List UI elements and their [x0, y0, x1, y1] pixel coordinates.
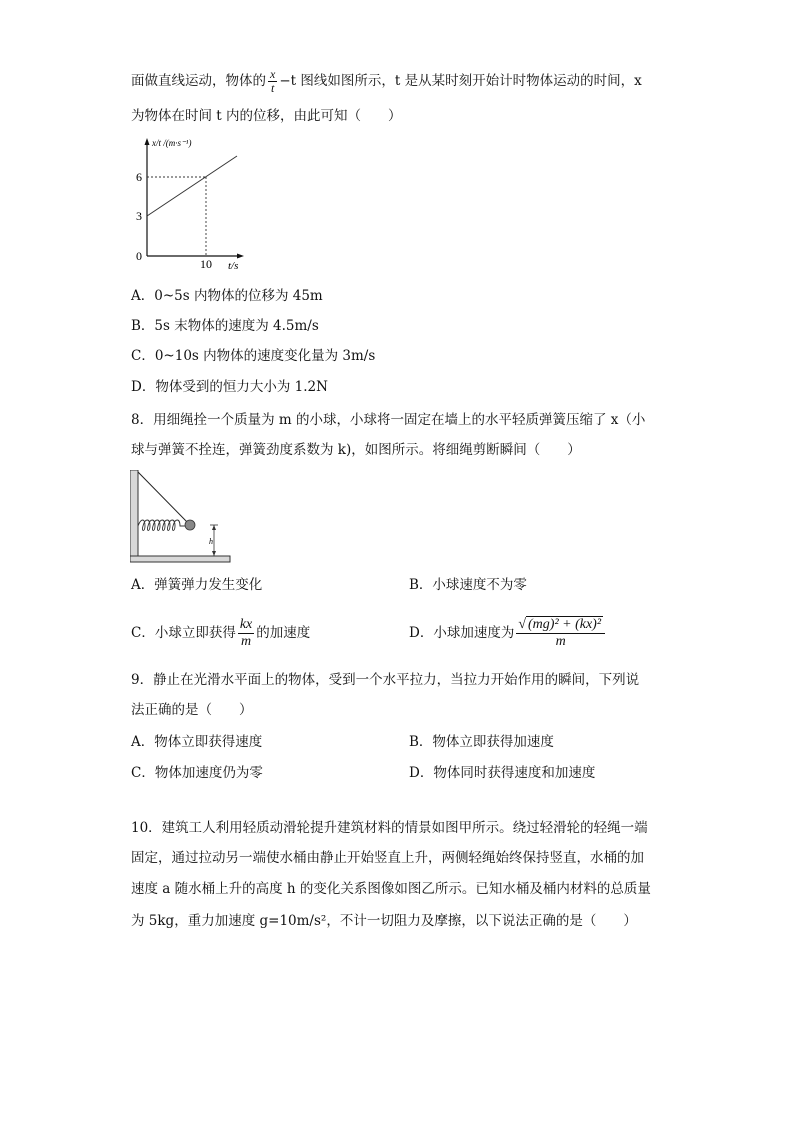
q7-stem-part-a: 面做直线运动，物体的	[131, 73, 266, 89]
q8-option-d-pre: D．小球加速度为	[409, 625, 515, 641]
q9-option-c: C．物体加速度仍为零	[131, 765, 263, 781]
q9-option-b: B．物体立即获得加速度	[409, 734, 554, 750]
x-axis-arrow-icon	[237, 254, 244, 259]
y-axis-label: x/t /(m·s⁻¹)	[152, 138, 192, 148]
q7-option-c: C．0~10s 内物体的速度变化量为 3m/s	[131, 348, 376, 364]
h-arrow-up-icon	[212, 525, 216, 530]
sqrt-fraction	[516, 617, 605, 650]
q7-stem-line1	[131, 68, 642, 95]
frac-denominator: m	[241, 634, 252, 649]
q8-figure	[130, 470, 240, 565]
q7-stem-line2: 为物体在时间 t 内的位移，由此可知（ ）	[131, 108, 402, 124]
q8-option-c-post: 的加速度	[256, 625, 311, 641]
x-tick-10: 10	[200, 257, 212, 271]
string	[138, 472, 189, 524]
q8-stem-line1: 8．用细绳拴一个质量为 m 的小球，小球将一固定在墙上的水平轻质弹簧压缩了 x（小	[131, 412, 646, 428]
frac-numerator	[516, 617, 605, 634]
frac-numerator: kx	[239, 617, 253, 632]
q10-stem-line4: 为 5kg，重力加速度 g=10m/s²，不计一切阻力及摩擦，以下说法正确的是（ ）	[131, 913, 637, 929]
data-line	[147, 156, 237, 216]
q7-stem-part-b: −t 图线如图所示，t 是从某时刻开始计时物体运动的时间，x	[279, 73, 642, 89]
origin-label: 0	[136, 249, 142, 263]
q7-option-b: B．5s 末物体的速度为 4.5m/s	[131, 318, 319, 334]
y-axis-arrow-icon	[145, 138, 150, 145]
q9-option-a: A．物体立即获得速度	[131, 734, 263, 750]
y-tick-3: 3	[136, 209, 142, 223]
q9-stem-line1: 9．静止在光滑水平面上的物体，受到一个水平拉力，当拉力开始作用的瞬间，下列说	[131, 672, 640, 688]
kx-over-m-fraction	[238, 617, 254, 650]
q9-option-d: D．物体同时获得速度和加速度	[409, 765, 596, 781]
y-tick-6: 6	[136, 170, 142, 184]
q10-stem-line3: 速度 a 随水桶上升的高度 h 的变化关系图像如图乙所示。已知水桶及桶内材料的总质量	[131, 881, 651, 897]
q10-stem-line1: 10．建筑工人利用轻质动滑轮提升建筑材料的情景如图甲所示。绕过轻滑轮的轻绳一端	[131, 820, 648, 836]
radicand: (mg)² + (kx)²	[528, 617, 602, 632]
ball	[185, 520, 195, 530]
q8-option-b: B．小球速度不为零	[409, 577, 527, 593]
q7-option-a: A．0~5s 内物体的位移为 45m	[131, 288, 323, 304]
frac-numerator: x	[270, 67, 276, 81]
h-label: h	[209, 537, 213, 546]
sqrt-icon: √	[518, 617, 527, 632]
x-axis-label: t/s	[228, 260, 239, 272]
q7-x-over-t-fraction	[268, 68, 277, 95]
spring	[138, 520, 185, 531]
q9-stem-line2: 法正确的是（ ）	[131, 702, 253, 718]
q8-option-c	[131, 617, 310, 650]
frac-denominator: m	[555, 634, 566, 649]
q7-option-d: D．物体受到的恒力大小为 1.2N	[131, 379, 328, 395]
q8-option-a: A．弹簧弹力发生变化	[131, 577, 263, 593]
floor	[130, 556, 230, 562]
wall	[130, 470, 138, 558]
h-arrow-down-icon	[212, 551, 216, 556]
q10-stem-line2: 固定，通过拉动另一端使水桶由静止开始竖直上升，两侧轻绳始终保持竖直，水桶的加	[131, 850, 644, 866]
frac-denominator: t	[270, 81, 275, 95]
q8-stem-line2: 球与弹簧不拴连，弹簧劲度系数为 k)，如图所示。将细绳剪断瞬间（ ）	[131, 442, 581, 458]
q8-option-d	[409, 617, 607, 650]
q8-option-c-pre: C．小球立即获得	[131, 625, 236, 641]
q7-graph	[130, 136, 260, 276]
